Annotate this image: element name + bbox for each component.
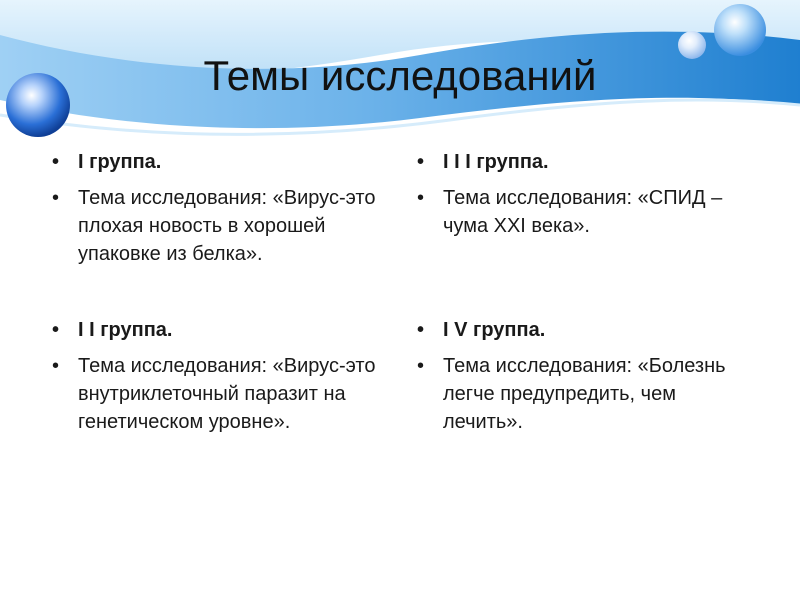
bullet-icon: • [417,319,425,341]
group-2-heading [42,316,387,344]
spacer [42,268,387,316]
group-label: I группа. [78,151,162,173]
topic-text: Тема исследования: «Вирус-это плохая новость в хорошей упаковке из белка». [78,187,376,265]
group-4-topic [407,352,737,436]
slide-title: Темы исследований [203,52,597,99]
group-1-heading [42,148,387,176]
topic-text: Тема исследования: «Болезнь легче предупредить, чем лечить». [443,355,726,433]
group-3-heading [407,148,737,176]
bullet-icon: • [417,151,425,173]
bullet-icon: • [417,187,425,209]
bullet-icon: • [52,319,60,341]
topic-text: Тема исследования: «Вирус-это внутриклеточный паразит на генетическом уровне». [78,355,376,433]
topic-text: Тема исследования: «СПИД – чума XXI века». [443,187,723,237]
group-4-heading [407,316,737,344]
group-3-topic [407,184,737,240]
group-1-topic [42,184,387,268]
left-column [42,148,387,436]
bullet-icon: • [52,187,60,209]
spacer [407,240,737,316]
bullet-icon: • [417,355,425,377]
group-label: I I группа. [78,319,173,341]
group-2-topic [42,352,387,436]
bullet-icon: • [52,355,60,377]
bullet-icon: • [52,151,60,173]
group-label: I V группа. [443,319,546,341]
right-column [407,148,737,436]
group-label: I I I группа. [443,151,549,173]
